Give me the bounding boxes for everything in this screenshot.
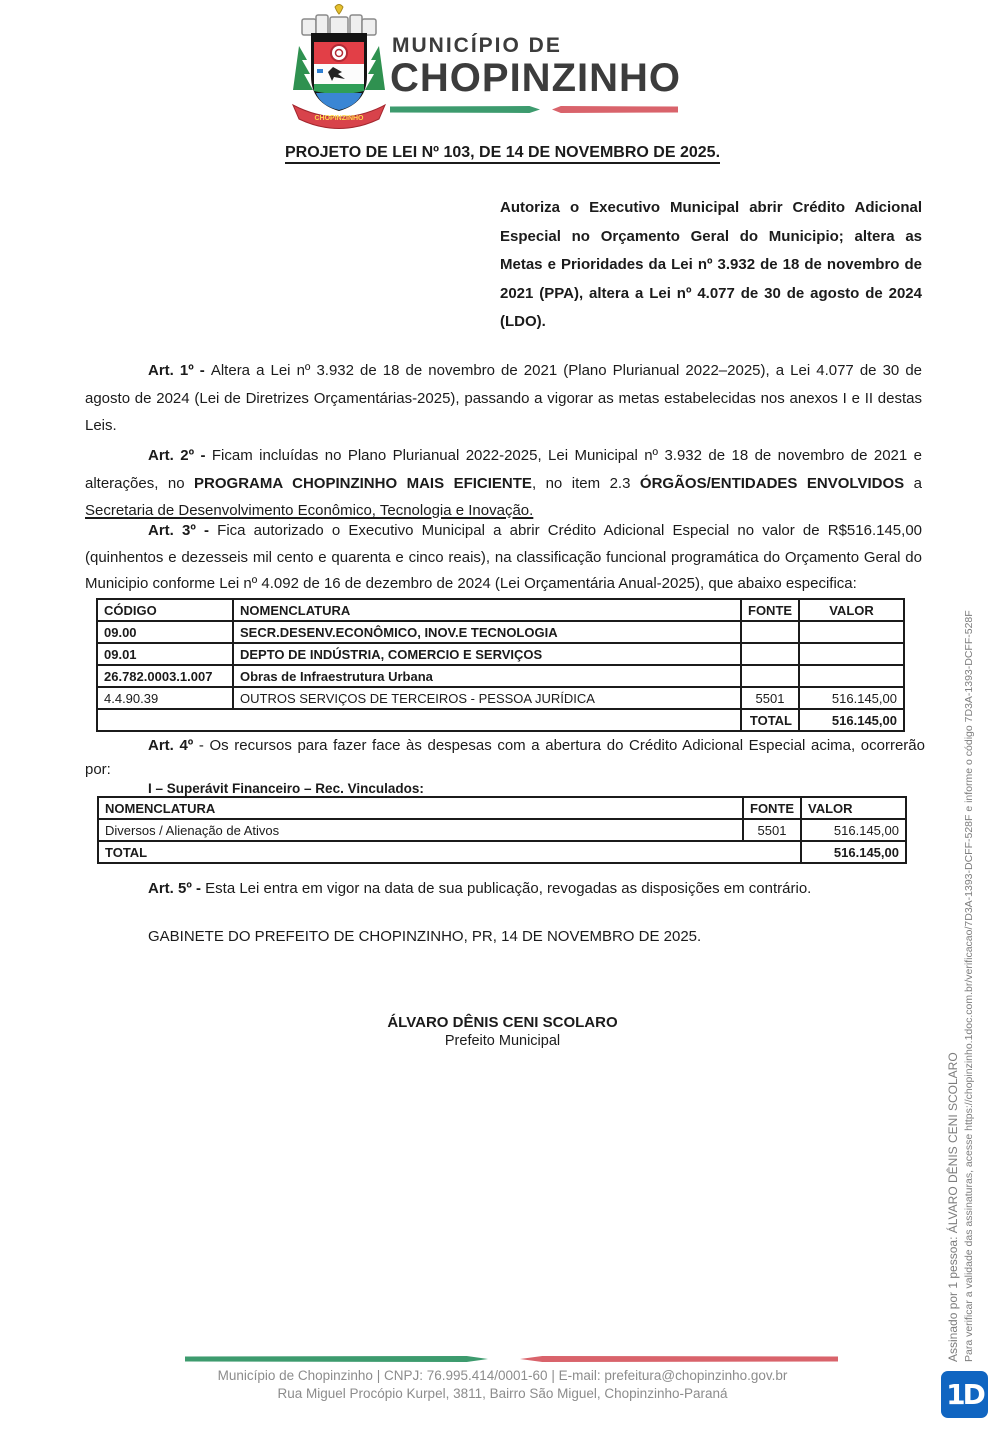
column-header-nomenclatura: NOMENCLATURA: [233, 599, 741, 621]
footer-line-2: Rua Miguel Procópio Kurpel, 3811, Bairro São Miguel, Chopinzinho-Paraná: [277, 1386, 728, 1401]
cell-valor: [799, 621, 904, 643]
crest-graphic: [283, 4, 395, 134]
cell-codigo: 26.782.0003.1.007: [97, 665, 233, 687]
superavit-subheading-text: I – Superávit Financeiro – Rec. Vinculados:: [148, 781, 424, 799]
article-4-label: Art. 4º: [148, 737, 194, 754]
article-1: [85, 357, 922, 440]
header-red-stripe: [552, 106, 678, 113]
article-2-entities-label: ÓRGÃOS/ENTIDADES ENVOLVIDOS: [639, 474, 905, 492]
article-2-text-2: , no item 2.3: [531, 474, 640, 492]
cell-valor: 516.145,00: [801, 819, 906, 841]
article-4-text: - Os recursos para fazer face às despesas com a abertura do Crédito Adicional Especial acima, ocorrerão por:: [85, 737, 925, 778]
article-4: [85, 734, 925, 781]
article-1-label: Art. 1º -: [148, 362, 211, 379]
article-5-label: Art. 5º -: [148, 880, 206, 897]
column-header-fonte: FONTE: [741, 599, 799, 621]
funding-table-header-row: [98, 797, 906, 819]
article-1-text: Altera a Lei nº 3.932 de 18 de novembro de 2021 (Plano Plurianual 2022–2025), a Lei 4.077 de 30 de agosto de 2024 (Lei de Diretrizes Orçamentárias-2025), passando a vigorar as metas estabelecidas nos anexos I e II destas Leis.: [85, 362, 923, 434]
cell-codigo: 09.00: [97, 621, 233, 643]
signed-by-vertical-text: Assinado por 1 pessoa: ÁLVARO DÊNIS CENI SCOLARO: [946, 1052, 960, 1362]
article-2-label: Art. 2º -: [148, 447, 212, 464]
coat-of-arms-icon: [283, 4, 395, 134]
cell-nomenclatura: OUTROS SERVIÇOS DE TERCEIROS - PESSOA JURÍDICA: [233, 687, 741, 709]
footer: [85, 1367, 920, 1403]
cell-nomenclatura: SECR.DESENV.ECONÔMICO, INOV.E TECNOLOGIA: [233, 621, 741, 643]
article-3: [85, 518, 922, 598]
cell-fonte: [741, 665, 799, 687]
column-header-fonte: FONTE: [743, 797, 801, 819]
cell-nomenclatura: Obras de Infraestrutura Urbana: [233, 665, 741, 687]
cell-codigo: 4.4.90.39: [97, 687, 233, 709]
cell-nomenclatura: DEPTO DE INDÚSTRIA, COMERCIO E SERVIÇOS: [233, 643, 741, 665]
cell-fonte: 5501: [743, 819, 801, 841]
crest-ribbon-text: CHOPINZINHO: [314, 115, 364, 122]
total-value: 516.145,00: [801, 841, 906, 863]
cell-valor: 516.145,00: [799, 687, 904, 709]
header-green-stripe: [390, 106, 540, 113]
total-label: TOTAL: [98, 841, 801, 863]
cell-nomenclatura: Diversos / Alienação de Ativos: [98, 819, 743, 841]
law-summary: Autoriza o Executivo Municipal abrir Crédito Adicional Especial no Orçamento Geral do Municipio; altera as Metas e Prioridades da Lei nº 3.932 de 18 de novembro de 2021 (PPA), altera a Lei nº 4.077 de 30 de agosto de 2024 (LDO).: [500, 199, 922, 330]
article-2: [85, 442, 922, 525]
municipality-name: CHOPINZINHO: [390, 56, 681, 100]
table-total-row: [97, 709, 904, 731]
column-header-valor: VALOR: [799, 599, 904, 621]
cell-valor: [799, 643, 904, 665]
credit-table-header-row: [97, 599, 904, 621]
cell-fonte: 5501: [741, 687, 799, 709]
article-5: [85, 875, 925, 903]
signer-role: Prefeito Municipal: [444, 1033, 561, 1049]
footer-line-1: Município de Chopinzinho | CNPJ: 76.995.414/0001-60 | E-mail: prefeitura@chopinzinho.gov.br: [217, 1368, 788, 1383]
table-row: [97, 687, 904, 709]
table-total-row: [98, 841, 906, 863]
article-2-program-name: PROGRAMA CHOPINZINHO MAIS EFICIENTE: [194, 474, 532, 492]
total-value: 516.145,00: [799, 709, 904, 731]
document-title: [85, 144, 920, 162]
credit-table: [96, 598, 905, 732]
cell-empty: [97, 709, 741, 731]
onedoc-logo-icon: [941, 1371, 988, 1418]
total-label: TOTAL: [741, 709, 799, 731]
article-3-text: Fica autorizado o Executivo Municipal a abrir Crédito Adicional Especial no valor de R$516.145,00 (quinhentos e dezesseis mil cento e quarenta e cinco reais), na classificação funcional programática do Orçamento Geral do Municipio conforme Lei nº 4.092 de 16 de dezembro de 2024 (Lei Orçamentária Anual-2025), que abaixo especifica:: [85, 522, 923, 592]
cabinet-line: GABINETE DO PREFEITO DE CHOPINZINHO, PR, 14 DE NOVEMBRO DE 2025.: [148, 928, 702, 945]
funding-source-table: [97, 796, 907, 864]
footer-green-stripe: [185, 1356, 488, 1362]
cell-codigo: 09.01: [97, 643, 233, 665]
column-header-nomenclatura: NOMENCLATURA: [98, 797, 743, 819]
signer-name: ÁLVARO DÊNIS CENI SCOLARO: [387, 1014, 618, 1031]
article-3-label: Art. 3º -: [148, 522, 218, 539]
footer-red-stripe: [520, 1356, 838, 1362]
verification-vertical-text: Para verificar a validade das assinaturas, acesse https://chopinzinho.1doc.com.br/verificacao/7D3A-1393-DCFF-528F e informe o código 7D3A-1393-DCFF-528F: [963, 610, 975, 1362]
cell-valor: [799, 665, 904, 687]
table-row: [97, 665, 904, 687]
article-5-text: Esta Lei entra em vigor na data de sua publicação, revogadas as disposições em contrário.: [205, 880, 812, 897]
municipality-label: MUNICÍPIO DE: [392, 34, 562, 57]
cell-fonte: [741, 621, 799, 643]
article-2-secretariat: Secretaria de Desenvolvimento Econômico, Tecnologia e Inovação.: [85, 502, 534, 519]
article-2-text-1: Ficam incluídas no Plano Plurianual 2022-2025, Lei Municipal nº 3.932 de 18 de novembro de 2021 e alterações, no: [85, 447, 922, 492]
table-row: [97, 643, 904, 665]
onedoc-logo-text: 1D: [946, 1378, 983, 1411]
table-row: [97, 621, 904, 643]
cell-fonte: [741, 643, 799, 665]
table-row: [98, 819, 906, 841]
column-header-codigo: CÓDIGO: [97, 599, 233, 621]
document-title-text: PROJETO DE LEI Nº 103, DE 14 DE NOVEMBRO DE 2025.: [285, 144, 720, 164]
article-2-text-3: a: [904, 474, 922, 492]
column-header-valor: VALOR: [801, 797, 906, 819]
